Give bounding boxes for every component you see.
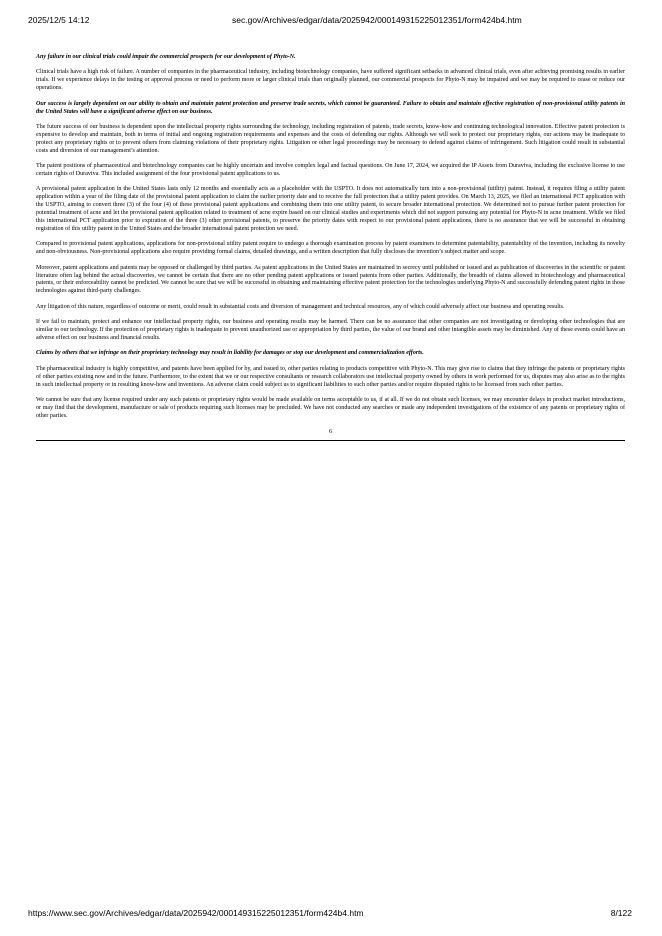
print-page-title: sec.gov/Archives/edgar/data/2025942/000149315225012351/form424b4.htm <box>232 15 522 25</box>
risk-heading: Claims by others that we infringe on their proprietary technology may result in liability for damages or stop our development and commercialization efforts. <box>36 350 424 357</box>
body-paragraph: The future success of our business is dependent upon the intellectual property rights surrounding the technology, including registration of patents, trade secrets, know-how and continuing technological innovation. Effective patent protection is expensive to develop and maintain, both in terms of initial and ongoing registration requirements and expenses and the costs of defending our rights. Although we will seek to protect our proprietary rights, our actions may be inadequate to protect any proprietary rights or to prevent others from claiming violations of their proprietary rights. Litigation or other legal proceedings may be necessary to defend against claims of infringement. Such litigation could result in substantial costs and diversion of our management’s attention. <box>36 123 625 154</box>
body-paragraph: Compared to provisional patent applications, applications for non-provisional utility patent require to undergo a thorough examination process by patent examiners to determine patentability, patentability of the invention, including its novelty and non-obviousness. Non-provisional applications also require providing formal claims, detailed drawings, and a written description that fully discloses the invention’s subject matter and scope. <box>36 241 625 256</box>
body-paragraph: Clinical trials have a high risk of failure. A number of companies in the pharmaceutical industry, including biotechnology companies, have suffered significant setbacks in advanced clinical trials, even after achieving promising results in earlier trials. If we experience delays in the testing or approval process or need to perform more or larger clinical trials than originally planned, our commercial prospects for Phyto-N may be impaired and we may be required to cease or reduce our operations. <box>36 69 625 92</box>
body-paragraph: The pharmaceutical industry is highly competitive, and patents have been applied for by, and issued to, other parties relating to products competitive with Phyto-N. This may give rise to claims that they infringe the patents or proprietary rights of other parties existing now and in the future. Furthermore, to the extent that we or our respective consultants or research collaborators use intellectual property owned by others in work performed for us, disputes may also arise as to the rights in such intellectual property or in resulting know-how and inventions. An adverse claim could subject us to significant liabilities to such other parties and/or require disputed rights to be licensed from such other parties. <box>36 365 625 388</box>
body-paragraph: We cannot be sure that any license required under any such patents or proprietary rights would be made available on terms acceptable to us, if at all. If we do not obtain such licenses, we may encounter delays in product market introductions, or may find that the development, manufacture or sale of products requiring such licenses may be precluded. We have not conducted any searches or made any independent investigations of the existence of any patents or proprietary rights of other parties. <box>36 397 625 419</box>
print-page-counter: 8/122 <box>610 908 632 918</box>
print-header <box>0 15 662 29</box>
page-divider <box>36 440 625 441</box>
document-body <box>36 54 625 441</box>
body-paragraph: The patent positions of pharmaceutical and biotechnology companies can be highly uncertain and involve complex legal and factual questions. On June 17, 2024, we acquired the IP Assets from Duraviva, including the exclusive license to use certain rights of Duraviva. This included assignment of the four provisional patent applications to us. <box>36 163 625 177</box>
body-paragraph: A provisional patent application in the United States lasts only 12 months and essentially acts as a placeholder with the USPTO. It does not automatically turn into a non-provisional (utility) patent. Instead, it requires filing a utility patent application within a year of the filing date of the provisional patent application to claim the earlier priority date and to receive the full protection that a utility patent provides. On March 13, 2025, we filed an international PCT application with the USPTO, aiming to convert three (3) of the four (4) of these provisional patent applications and combining them into one utility patent, to secure broader international protection. We determined not to pursue further patent protection for potential treatment of acne and let the provisional patent application related to treatment of acne expire based on our clinical studies and experiments which did not support pursuing any potential for Phyto-N in acne treatment. While we filed this international PCT application prior to expiration of the three (3) other provisional patents, to preserve the priority dates with respect to our provisional patent applications, there is no assurance that we will be successful in obtaining registration of this utility patent in the United States and the broader international patent protection we need. <box>36 186 625 232</box>
print-footer <box>0 908 662 922</box>
print-datetime: 2025/12/5 14:12 <box>28 15 90 25</box>
risk-heading: Our success is largely dependent on our ability to obtain and maintain patent protection and preserve trade secrets, which cannot be guaranteed. Failure to obtain and maintain effective registration of non-provisional utility patents in the United States will have a significant adverse effect on our business. <box>36 100 625 115</box>
risk-heading: Any failure in our clinical trials could impair the commercial prospects for our development of Phyto-N. <box>36 54 296 60</box>
body-paragraph: If we fail to maintain, protect and enhance our intellectual property rights, our business and operating results may be harmed. There can be no assurance that other companies are not investigating or developing other technologies that are similar to our technology. If the protection of proprietary rights is inadequate to prevent unauthorized use or appropriation by third parties, the value of our brand and other intangible assets may be diminished. Any of these events could have an adverse effect on our business and financial results. <box>36 319 625 341</box>
body-paragraph: Moreover, patent applications and patents may be opposed or challenged by third parties. As patent applications in the United States are maintained in secrecy until published or issued and as publication of discoveries in the scientific or patent literature often lag behind the actual discoveries, we cannot be certain that there are no other pending patent applications or issued patents from other parties. Additionally, the breadth of claims allowed in biotechnology and pharmaceutical patents, or their enforceability cannot be predicted. We cannot be sure that we will be successful in obtaining and maintaining effective patent protection for the technologies underlying Phyto-N and successfully defending patent rights in those technologies against third-party challenges. <box>36 264 625 295</box>
page-number: 6 <box>328 429 333 436</box>
print-url: https://www.sec.gov/Archives/edgar/data/2025942/000149315225012351/form424b4.htm <box>28 908 364 918</box>
body-paragraph: Any litigation of this nature, regardless of outcome or merit, could result in substantial costs and diversion of management and technical resources, any of which could adversely affect our business and operating results. <box>36 303 565 310</box>
